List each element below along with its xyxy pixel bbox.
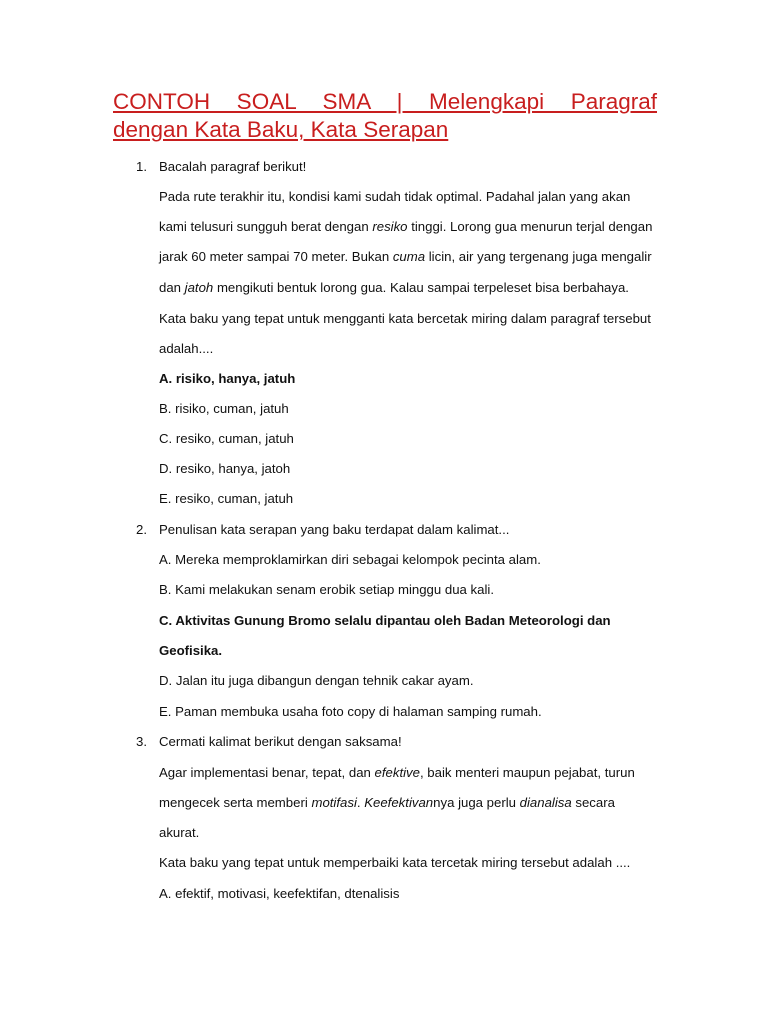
text: Agar implementasi benar, tepat, dan (159, 765, 375, 780)
q3-prompt: Cermati kalimat berikut dengan saksama! (159, 734, 402, 749)
q1-option-e: E. resiko, cuman, jatuh (159, 491, 294, 506)
q3-question: Kata baku yang tepat untuk memperbaiki kata tercetak miring tersebut adalah .... (159, 855, 631, 870)
q2-option-e: E. Paman membuka usaha foto copy di halaman samping rumah. (159, 704, 542, 719)
q1-prompt: Bacalah paragraf berikut! (159, 159, 307, 174)
italic-word: cuma (392, 249, 426, 264)
q1-option-c: C. resiko, cuman, jatuh (159, 431, 294, 446)
title-line-1: CONTOH SOAL SMA | Melengkapi Paragraf (113, 89, 657, 114)
text: . (356, 795, 365, 810)
text: kami telusuri sungguh berat dengan (159, 219, 373, 234)
text: dan (159, 280, 185, 295)
q2-prompt: Penulisan kata serapan yang baku terdapat dalam kalimat... (159, 522, 510, 537)
text: mengecek serta memberi (159, 795, 312, 810)
q1-option-d: D. resiko, hanya, jatoh (159, 461, 291, 476)
italic-word: dianalisa (519, 795, 572, 810)
q2-option-c-answer-line-2: Geofisika. (159, 643, 223, 658)
italic-word: efektive (374, 765, 420, 780)
text: , baik menteri maupun pejabat, turun (419, 765, 635, 780)
q2-option-a: A. Mereka memproklamirkan diri sebagai kelompok pecinta alam. (159, 552, 541, 567)
q1-paragraph-line-4 (159, 279, 629, 297)
q2-option-c-answer-line-1: C. Aktivitas Gunung Bromo selalu dipantau oleh Badan Meteorologi dan (159, 613, 611, 628)
q1-question-line-2: adalah.... (159, 341, 214, 356)
q2-number: 2. (136, 522, 147, 537)
page-title (113, 88, 657, 144)
q3-sentence-line-1 (159, 764, 635, 782)
italic-word: Keefektivan (364, 795, 434, 810)
text: jarak 60 meter sampai 70 meter. Bukan (159, 249, 393, 264)
italic-word: resiko (372, 219, 408, 234)
text: tinggi. Lorong gua menurun terjal dengan (407, 219, 653, 234)
q1-number: 1. (136, 159, 147, 174)
text: licin, air yang tergenang juga mengalir (425, 249, 652, 264)
q1-paragraph-line-3 (159, 248, 652, 266)
q3-number: 3. (136, 734, 147, 749)
q1-paragraph-line-2 (159, 218, 652, 236)
q3-sentence-line-3: akurat. (159, 825, 200, 840)
q3-option-a: A. efektif, motivasi, keefektifan, dtenalisis (159, 886, 400, 901)
text: nya juga perlu (433, 795, 520, 810)
q2-option-d: D. Jalan itu juga dibangun dengan tehnik cakar ayam. (159, 673, 474, 688)
text: secara (571, 795, 615, 810)
q3-sentence-line-2 (159, 794, 615, 812)
q1-paragraph-line-1: Pada rute terakhir itu, kondisi kami sudah tidak optimal. Padahal jalan yang akan (159, 189, 631, 204)
q1-option-a-answer: A. risiko, hanya, jatuh (159, 371, 296, 386)
q1-question-line-1: Kata baku yang tepat untuk mengganti kata bercetak miring dalam paragraf tersebut (159, 311, 651, 326)
title-line-2: dengan Kata Baku, Kata Serapan (113, 117, 449, 142)
q1-option-b: B. risiko, cuman, jatuh (159, 401, 289, 416)
text: mengikuti bentuk lorong gua. Kalau sampai terpeleset bisa berbahaya. (213, 280, 629, 295)
italic-word: motifasi (311, 795, 357, 810)
q2-option-b: B. Kami melakukan senam erobik setiap minggu dua kali. (159, 582, 494, 597)
italic-word: jatoh (184, 280, 214, 295)
